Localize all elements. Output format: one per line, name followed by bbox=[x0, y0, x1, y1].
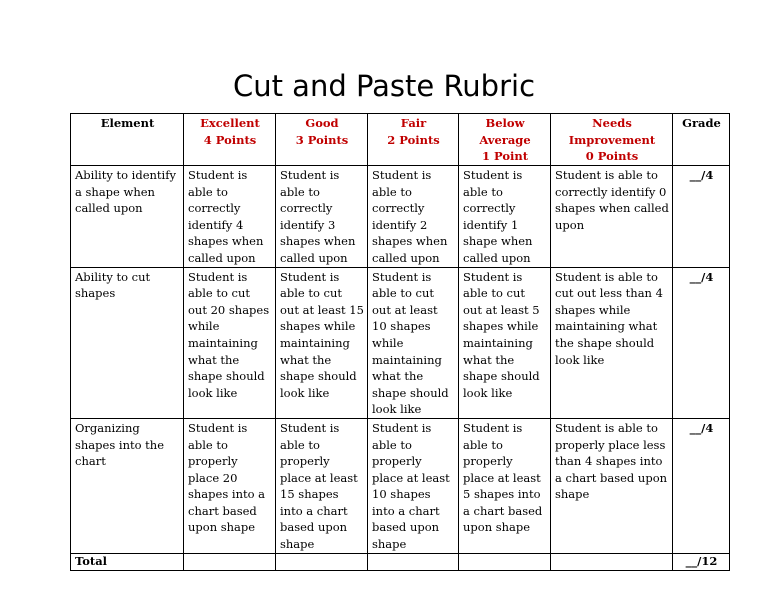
total-label: Total bbox=[71, 553, 184, 570]
header-below-average bbox=[459, 114, 551, 166]
header-needs-label-2: Improvement bbox=[568, 132, 656, 147]
total-empty-cell bbox=[276, 553, 368, 570]
header-needs-improvement bbox=[551, 114, 673, 166]
cell-excellent: Student is able to properly place 20 shapes into a chart based upon shape bbox=[184, 418, 276, 553]
cell-fair: Student is able to correctly identify 2 shapes when called upon bbox=[368, 166, 459, 268]
header-fair-label: Fair bbox=[400, 116, 427, 130]
header-excellent-label: Excellent bbox=[200, 116, 260, 130]
header-needs-points: 0 Points bbox=[585, 149, 639, 164]
total-row bbox=[71, 553, 730, 570]
cell-below-average: Student is able to properly place at least 5 shapes into a chart based upon shape bbox=[459, 418, 551, 553]
table-row bbox=[71, 418, 730, 553]
cell-below-average: Student is able to cut out at least 5 shapes while maintaining what the shape should look like bbox=[459, 267, 551, 418]
header-row bbox=[71, 114, 730, 166]
total-empty-cell bbox=[184, 553, 276, 570]
cell-below-average: Student is able to correctly identify 1 shape when called upon bbox=[459, 166, 551, 268]
total-grade: __/12 bbox=[673, 553, 730, 570]
header-excellent bbox=[184, 114, 276, 166]
header-below-label-2: Average bbox=[479, 132, 531, 147]
header-below-label-1: Below bbox=[485, 116, 525, 130]
cell-excellent: Student is able to correctly identify 4 shapes when called upon bbox=[184, 166, 276, 268]
cell-fair: Student is able to cut out at least 10 shapes while maintaining what the shape should look like bbox=[368, 267, 459, 418]
header-excellent-points: 4 Points bbox=[203, 132, 257, 147]
header-fair-points: 2 Points bbox=[387, 132, 440, 147]
total-empty-cell bbox=[368, 553, 459, 570]
header-good bbox=[276, 114, 368, 166]
page-title: Cut and Paste Rubric bbox=[232, 69, 536, 103]
row-element: Ability to identify a shape when called upon bbox=[71, 166, 184, 268]
row-element: Ability to cut shapes bbox=[71, 267, 184, 418]
cell-excellent: Student is able to cut out 20 shapes while maintaining what the shape should look like bbox=[184, 267, 276, 418]
header-fair bbox=[368, 114, 459, 166]
cell-grade: __/4 bbox=[673, 267, 730, 418]
cell-needs-improvement: Student is able to correctly identify 0 shapes when called upon bbox=[551, 166, 673, 268]
rubric-table bbox=[70, 113, 730, 571]
header-grade: Grade bbox=[673, 114, 730, 166]
row-element: Organizing shapes into the chart bbox=[71, 418, 184, 553]
cell-needs-improvement: Student is able to properly place less than 4 shapes into a chart based upon shape bbox=[551, 418, 673, 553]
header-good-label: Good bbox=[305, 116, 339, 130]
cell-fair: Student is able to properly place at least 10 shapes into a chart based upon shape bbox=[368, 418, 459, 553]
table-row bbox=[71, 267, 730, 418]
cell-good: Student is able to cut out at least 15 shapes while maintaining what the shape should look like bbox=[276, 267, 368, 418]
total-empty-cell bbox=[551, 553, 673, 570]
cell-good: Student is able to properly place at least 15 shapes into a chart based upon shape bbox=[276, 418, 368, 553]
header-good-points: 3 Points bbox=[295, 132, 349, 147]
header-element: Element bbox=[71, 114, 184, 166]
cell-grade: __/4 bbox=[673, 418, 730, 553]
cell-needs-improvement: Student is able to cut out less than 4 shapes while maintaining what the shape should look like bbox=[551, 267, 673, 418]
cell-good: Student is able to correctly identify 3 shapes when called upon bbox=[276, 166, 368, 268]
header-needs-label-1: Needs bbox=[592, 116, 632, 130]
header-below-points: 1 Point bbox=[481, 149, 529, 164]
table-row bbox=[71, 166, 730, 268]
cell-grade: __/4 bbox=[673, 166, 730, 268]
total-empty-cell bbox=[459, 553, 551, 570]
